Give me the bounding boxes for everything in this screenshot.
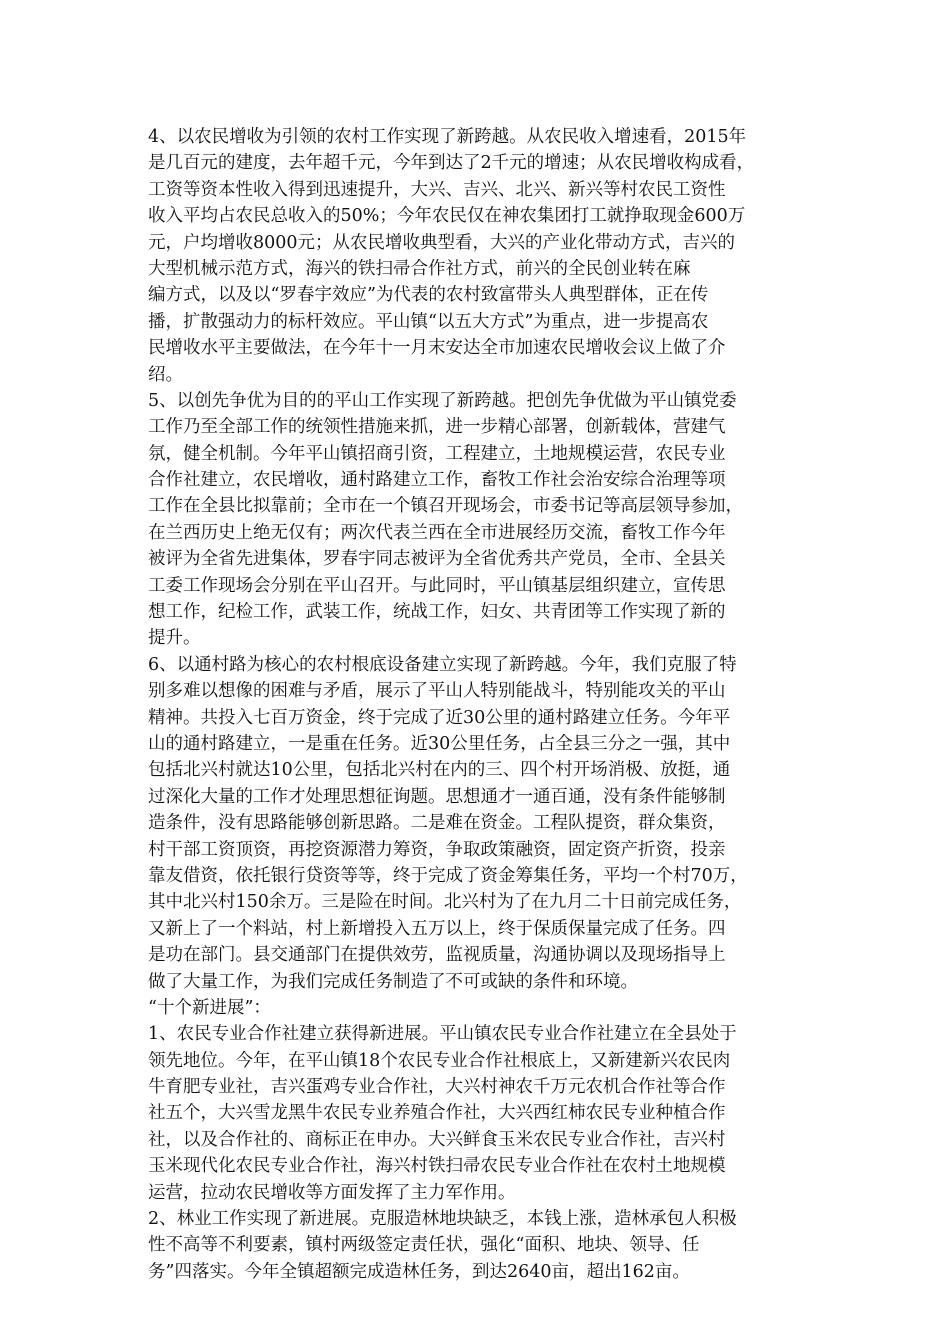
text-line: 社五个，大兴雪龙黑牛农民专业养殖合作社，大兴西红柿农民专业种植合作 xyxy=(148,1103,726,1124)
text-line: 运营，拉动农民增收等方面发挥了主力军作用。 xyxy=(148,1182,516,1203)
text-line: 元，户均增收8000元；从农民增收典型看，大兴的产业化带动方式，吉兴的 xyxy=(148,232,736,253)
text-line: 别多难以想像的困难与矛盾，展示了平山人特别能战斗，特别能攻关的平山 xyxy=(148,681,726,702)
text-line: 4、以农民增收为引领的农村工作实现了新跨越。从农民收入增速看，2015年 xyxy=(148,127,747,147)
text-line: 靠友借资，依托银行贷资等等，终于完成了资金筹集任务，平均一个村70万， xyxy=(148,865,748,886)
text-line: 山的通村路建立，一是重在任务。近30公里任务，占全县三分之一强，其中 xyxy=(148,733,731,754)
text-line: 其中北兴村150余万。三是险在时间。北兴村为了在九月二十日前完成任务， xyxy=(148,892,742,913)
text-line: 工资等资本性收入得到迅速提升，大兴、吉兴、北兴、新兴等村农民工资性 xyxy=(148,179,726,200)
text-line: 6、以通村路为核心的农村根底设备建立实现了新跨越。今年，我们克服了特 xyxy=(148,654,737,675)
text-line: 造条件，没有思路能够创新思路。二是难在资金。工程队提资，群众集资， xyxy=(148,813,726,834)
text-line: 民增收水平主要做法，在今年十一月末安达全市加速农民增收会议上做了介 xyxy=(148,338,726,359)
text-line: 社，以及合作社的、商标正在申办。大兴鲜食玉米农民专业合作社，吉兴村 xyxy=(148,1129,726,1150)
text-line: 工委工作现场会分别在平山召开。与此同时，平山镇基层组织建立，宣传思 xyxy=(148,575,726,596)
text-line: 合作社建立，农民增收，通村路建立工作，畜牧工作社会治安综合治理等项 xyxy=(148,470,726,491)
text-line: 是功在部门。县交通部门在提供效劳，监视质量，沟通协调以及现场指导上 xyxy=(148,945,726,966)
text-line: 工作在全县比拟靠前；全市在一个镇召开现场会，市委书记等高层领导参加， xyxy=(148,496,743,517)
text-line: 是几百元的建度，去年超千元，今年到达了2千元的增速；从农民增收构成看， xyxy=(148,153,755,174)
text-line: 做了大量工作，为我们完成任务制造了不可或缺的条件和环境。 xyxy=(148,971,638,992)
text-line: 2、林业工作实现了新进展。克服造林地块缺乏，本钱上涨，造林承包人积极 xyxy=(148,1209,737,1230)
text-line: 大型机械示范方式，海兴的铁扫帚合作社方式，前兴的全民创业转在麻 xyxy=(148,258,691,279)
text-line: 在兰西历史上绝无仅有；两次代表兰西在全市进展经历交流，畜牧工作今年 xyxy=(148,522,726,543)
text-line: 1、农民专业合作社建立获得新进展。平山镇农民专业合作社建立在全县处于 xyxy=(148,1024,737,1045)
text-line: 想工作，纪检工作，武装工作，统战工作，妇女、共青团等工作实现了新的 xyxy=(148,602,726,623)
text-line: 5、以创先争优为目的的平山工作实现了新跨越。把创先争优做为平山镇党委 xyxy=(148,390,737,411)
text-line: 精神。共投入七百万资金，终于完成了近30公里的通村路建立任务。今年平 xyxy=(148,707,731,728)
text-line: 牛育肥专业社，吉兴蛋鸡专业合作社，大兴村神农千万元农机合作社等合作 xyxy=(148,1077,726,1098)
text-line: 提升。 xyxy=(148,628,201,649)
text-line: 被评为全省先进集体，罗春宇同志被评为全省优秀共产党员，全市、全县关 xyxy=(148,549,726,570)
document-body xyxy=(148,124,812,1285)
text-line: 玉米现代化农民专业合作社，海兴村铁扫帚农民专业合作社在农村土地规模 xyxy=(148,1156,726,1177)
text-line: 又新上了一个料站，村上新增投入五万以上，终于保质保量完成了任务。四 xyxy=(148,918,726,939)
text-line: 村干部工资顶资，再挖资源潜力筹资，争取政策融资，固定资产折资，投亲 xyxy=(148,839,726,860)
text-line: 性不高等不利要素，镇村两级签定责任状，强化“面积、地块、领导、任 xyxy=(148,1235,700,1256)
text-line: 氛，健全机制。今年平山镇招商引资，工程建立，土地规模运营，农民专业 xyxy=(148,443,726,464)
text-line: 领先地位。今年，在平山镇18个农民专业合作社根底上，又新建新兴农民肉 xyxy=(148,1050,731,1071)
text-line: 收入平均占农民总收入的50%；今年农民仅在神农集团打工就挣取现金600万 xyxy=(148,206,746,227)
text-line: 绍。 xyxy=(148,364,183,385)
text-line: 播，扩散强动力的标杆效应。平山镇“以五大方式”为重点，进一步提高农 xyxy=(148,311,709,332)
text-line: 编方式，以及以“罗春宇效应”为代表的农村致富带头人典型群体，正在传 xyxy=(148,285,709,306)
text-line: 工作乃至全部工作的统领性措施来抓，进一步精心部署，创新载体，营建气 xyxy=(148,417,726,438)
text-line: 务”四落实。今年全镇超额完成造林任务，到达2640亩，超出162亩。 xyxy=(148,1261,690,1282)
text-line: 包括北兴村就达10公里，包括北兴村在内的三、四个村开场消极、放挺，通 xyxy=(148,760,731,781)
text-line: “十个新进展”： xyxy=(148,997,271,1018)
text-line: 过深化大量的工作才处理思想征询题。思想通才一通百通，没有条件能够制 xyxy=(148,786,726,807)
